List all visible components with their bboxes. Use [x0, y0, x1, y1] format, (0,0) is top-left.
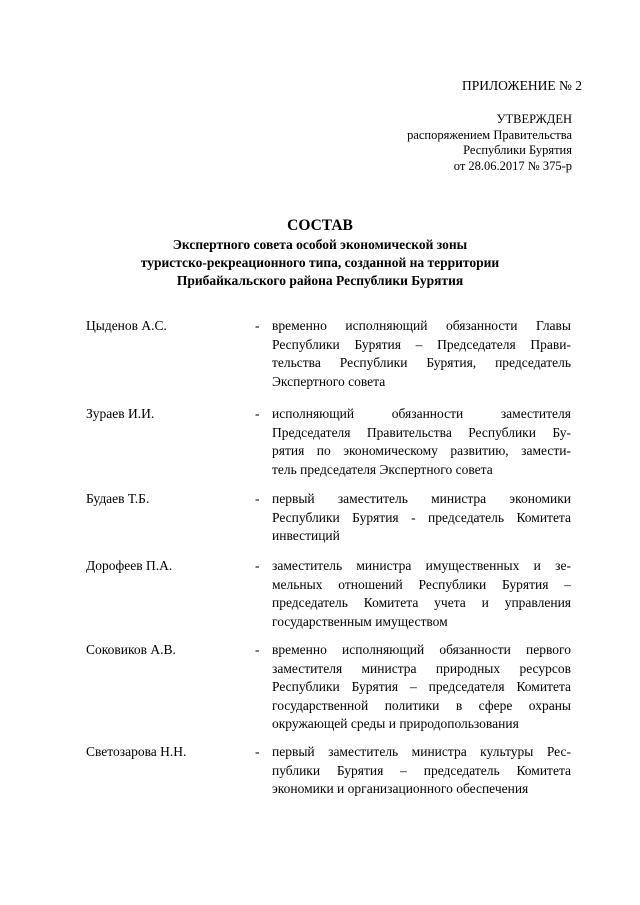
role-line: Республики Бурятия – председателя Комитета: [272, 679, 571, 694]
appendix-label: ПРИЛОЖЕНИЕ № 2: [461, 78, 582, 93]
member-dash: -: [255, 491, 260, 506]
member-dash: -: [255, 406, 260, 421]
role-line: публики Бурятия – председатель Комитета: [272, 762, 571, 778]
role-line: государственной политики в сфере охраны: [272, 697, 571, 713]
role-line: первый заместитель министра экономики: [272, 491, 571, 506]
document-title: [0, 216, 640, 290]
member-dash: -: [255, 744, 260, 759]
member-role: [272, 557, 571, 631]
role-line: государственным имуществом: [272, 613, 448, 629]
member-dash: -: [255, 642, 260, 657]
role-line: экономики и организационного обеспечения: [272, 781, 529, 796]
title-heading: СОСТАВ: [287, 217, 353, 234]
member-dash: -: [255, 318, 260, 333]
role-line: окружающей среды и природопользования: [272, 716, 519, 731]
member-role: [272, 490, 571, 546]
role-line: Экспертного совета: [272, 373, 386, 389]
role-line: мельных отношений Республики Бурятия –: [272, 576, 571, 592]
role-line: Республики Бурятия – Председателя Прави-: [272, 336, 571, 352]
member-name: Цыденов А.С.: [86, 318, 167, 333]
approval-date-number: от 28.06.2017 № 375-р: [453, 158, 572, 173]
title-line-3: Прибайкальского района Республики Бурятия: [176, 273, 464, 288]
role-line: тель председателя Экспертного совета: [272, 461, 493, 477]
role-line: исполняющий обязанности заместителя: [272, 406, 571, 421]
role-line: председатель Комитета учета и управления: [272, 595, 571, 610]
role-line: первый заместитель министра культуры Рес-: [272, 744, 571, 759]
member-name: Зураев И.И.: [86, 406, 155, 421]
approval-authority: распоряжением Правительства: [407, 127, 572, 142]
member-dash: -: [255, 558, 260, 573]
title-line-2: туристско-рекреационного типа, созданной на территории: [140, 255, 500, 270]
member-name: Будаев Т.Б.: [86, 491, 150, 506]
approval-region: Республики Бурятия: [463, 143, 572, 157]
role-line: заместитель министра имущественных и зе-: [272, 558, 571, 573]
member-name: Дорофеев П.А.: [86, 558, 173, 573]
role-line: заместителя министра природных ресурсов: [272, 660, 571, 676]
member-role: [272, 743, 571, 799]
approval-status: УТВЕРЖДЕН: [496, 112, 572, 126]
role-line: Председателя Правительства Республики Бу-: [272, 424, 571, 440]
role-line: инвестиций: [272, 528, 340, 543]
member-role: [272, 317, 571, 391]
member-name: Соковиков А.В.: [86, 642, 176, 657]
role-line: тельства Республики Бурятия, председатель: [272, 355, 571, 370]
member-name: Светозарова Н.Н.: [86, 744, 187, 759]
member-role: [272, 405, 571, 479]
member-role: [272, 641, 571, 734]
role-line: временно исполняющий обязанности первого: [272, 642, 571, 657]
role-line: временно исполняющий обязанности Главы: [272, 318, 571, 333]
title-line-1: Экспертного совета особой экономической зоны: [172, 237, 468, 252]
role-line: рятия по экономическому развитию, замести-: [272, 443, 571, 458]
role-line: Республики Бурятия - председатель Комитета: [272, 509, 571, 525]
approval-block: [407, 112, 572, 174]
